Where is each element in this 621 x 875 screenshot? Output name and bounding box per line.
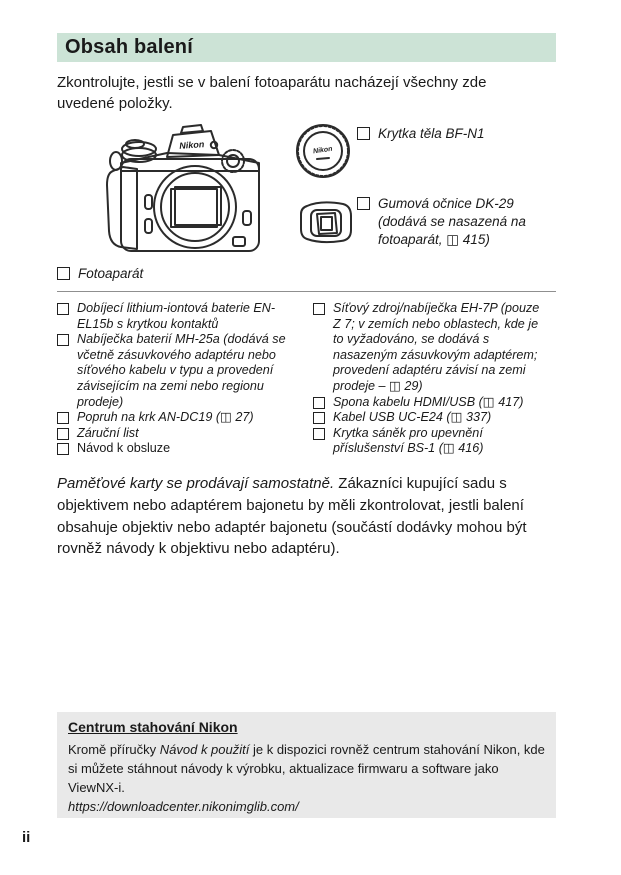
- item-label: Síťový zdroj/nabíječka EH-7P (pouze Z 7; v zemích nebo oblastech, kde je to vyžadováno, se dodává s nasazeným zásuvkovým adaptérem; provedení adaptéru závisí na zemi prodeje – ◫ 29): [333, 301, 540, 393]
- checkbox[interactable]: [313, 412, 325, 424]
- item-label: Popruh na krk AN-DC19 (◫ 27): [77, 410, 254, 425]
- item-label: Gumová očnice DK-29 (dodává se nasazená na fotoaparát, ◫ 415): [378, 196, 526, 247]
- page-title: Obsah balení: [57, 33, 556, 62]
- checkbox[interactable]: [57, 428, 69, 440]
- item-label: Nabíječka baterií MH-25a (dodává se včetně zásuvkového adaptéru nebo síťového kabelu v typu a provedení závisejícím na zemi nebo regionu prodeje): [77, 332, 286, 409]
- list-item-eyecup: [357, 195, 543, 249]
- eyecup-illustration: [297, 198, 355, 244]
- note-rest: Zákazníci kupující sadu s objektivem nebo adaptérem bajonetu by měli zkontrolovat, jestli balení obsahuje objektiv nebo adaptér bajonetu (součástí dodávky mohou být rovněž návody k objektivu nebo adaptéru).: [57, 474, 527, 558]
- body-text: je k dispozici rovněž centrum stahování Nikon, kde si můžete stáhnout návody k výrobku, aktualizace firmwaru a software jako ViewNX-i.: [68, 742, 545, 795]
- checklist-right-column: [313, 301, 556, 457]
- camera-brand-logo: Nikon: [178, 139, 205, 151]
- body-cap-brand: Nikon: [312, 145, 333, 156]
- item-label: Návod k obsluze: [77, 441, 171, 456]
- checkbox[interactable]: [57, 412, 69, 424]
- list-item: [57, 410, 313, 426]
- page-number: ii: [22, 829, 31, 846]
- item-label: Fotoaparát: [78, 266, 144, 281]
- item-label: Krytka sáněk pro upevnění příslušenství BS-1 (◫ 416): [333, 425, 484, 456]
- note-lead-italic: Paměťové karty se prodávají samostatně.: [57, 474, 335, 492]
- checklist-left-column: [57, 301, 313, 457]
- list-item: [313, 410, 556, 426]
- checkbox[interactable]: [57, 334, 69, 346]
- checkbox[interactable]: [57, 267, 70, 280]
- checkbox[interactable]: [357, 197, 370, 210]
- body-text: Kromě příručky: [68, 742, 160, 757]
- item-label: Dobíjecí lithium-iontová baterie EN-EL15b s krytkou kontaktů: [77, 301, 276, 331]
- download-box-heading: Centrum stahování Nikon: [68, 719, 238, 735]
- list-item: [313, 395, 556, 411]
- intro-text: Zkontrolujte, jestli se v balení fotoaparátu nacházejí všechny zde uvedené položky.: [57, 74, 487, 112]
- body-cap-illustration: [293, 122, 353, 180]
- item-label: Krytka těla BF-N1: [378, 126, 485, 141]
- download-center-url[interactable]: https://downloadcenter.nikonimglib.com/: [68, 799, 299, 814]
- list-item: [313, 301, 556, 395]
- camera-illustration: [83, 119, 283, 259]
- list-item: [57, 301, 313, 332]
- checkbox[interactable]: [57, 303, 69, 315]
- list-item: [313, 426, 556, 457]
- item-label: Kabel USB UC-E24 (◫ 337): [333, 410, 492, 425]
- packing-figure: [57, 119, 556, 259]
- download-box-body: [68, 740, 545, 797]
- checkbox[interactable]: [313, 428, 325, 440]
- divider: [57, 291, 556, 292]
- item-label: Spona kabelu HDMI/USB (◫ 417): [333, 394, 524, 409]
- list-item-body-cap: [357, 125, 553, 143]
- item-label: Záruční list: [77, 425, 139, 440]
- checkbox[interactable]: [57, 443, 69, 455]
- list-item: [57, 332, 313, 410]
- checkbox[interactable]: [313, 397, 325, 409]
- list-item: [57, 441, 313, 457]
- list-item-camera: [57, 265, 556, 282]
- nikon-download-center-box: [57, 712, 556, 818]
- list-item: [57, 426, 313, 442]
- page-content: [57, 0, 556, 575]
- memory-card-note: [57, 473, 561, 560]
- checkbox[interactable]: [357, 127, 370, 140]
- packing-checklist: [57, 301, 556, 457]
- checkbox[interactable]: [313, 303, 325, 315]
- manual-title-italic: Návod k použití: [159, 742, 250, 757]
